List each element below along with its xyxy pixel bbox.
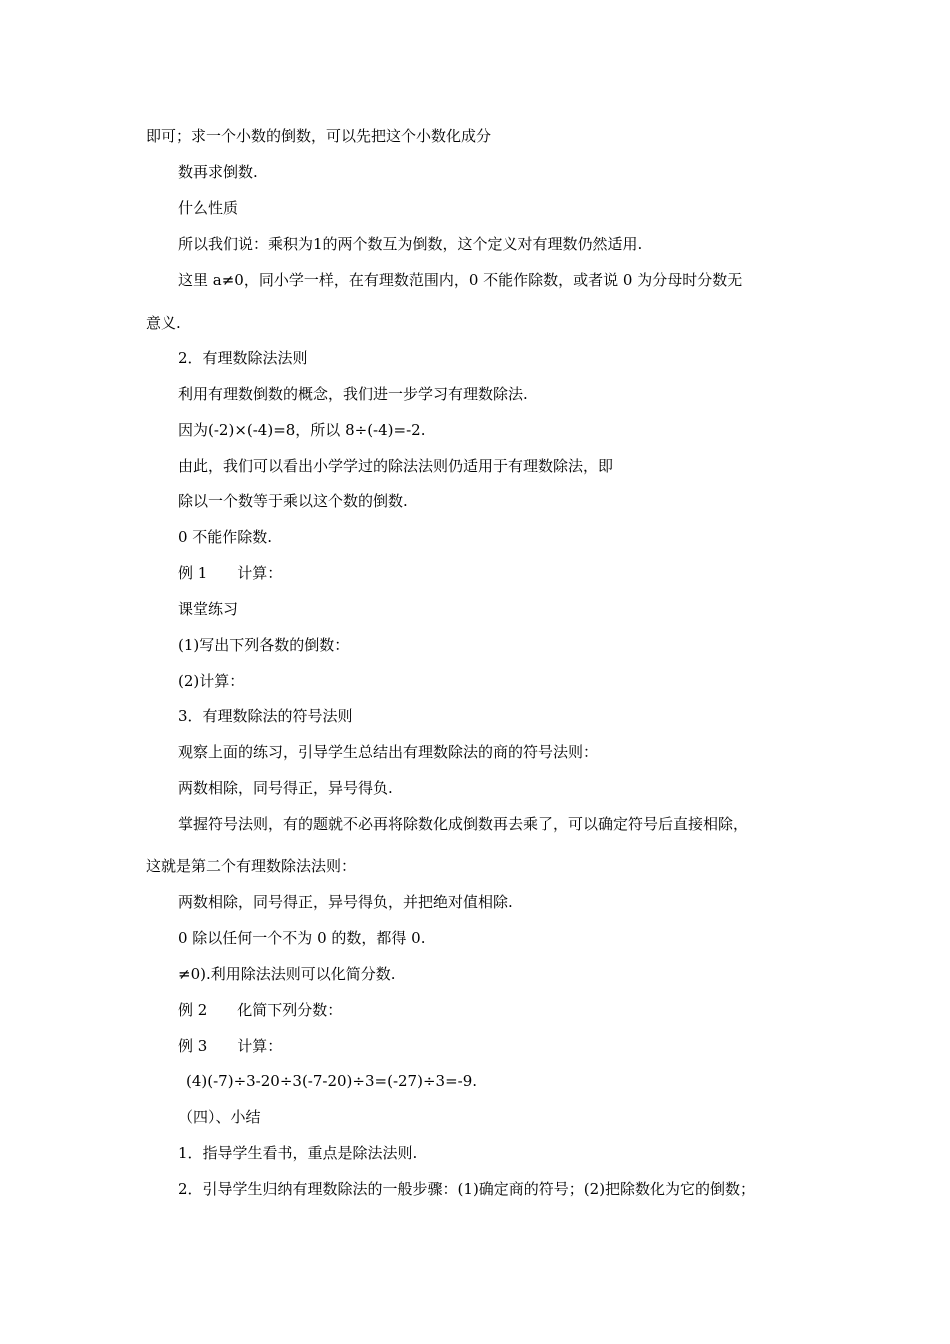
text-line: 这里 a≠0，同小学一样，在有理数范围内，0 不能作除数，或者说 0 为分母时分数无 [178,271,743,289]
example-label: 例 1 计算： [178,564,283,582]
text-line: 什么性质 [178,199,239,217]
text-line: 2．引导学生归纳有理数除法的一般步骤：(1)确定商的符号；(2)把除数化为它的倒数； [178,1180,756,1198]
text-line: 由此，我们可以看出小学学过的除法法则仍适用于有理数除法，即 [178,457,614,475]
text-line: 1．指导学生看书，重点是除法法则. [178,1144,418,1162]
text-line: 所以我们说：乘积为1的两个数互为倒数，这个定义对有理数仍然适用. [178,235,643,253]
text-line: 即可；求一个小数的倒数，可以先把这个小数化成分 [146,127,492,145]
text-line: 除以一个数等于乘以这个数的倒数. [178,492,408,510]
text-line: 数再求倒数. [178,163,258,181]
text-line: ≠0).利用除法法则可以化简分数. [178,965,396,983]
text-line: 0 除以任何一个不为 0 的数，都得 0. [178,929,426,947]
text-line: 观察上面的练习，引导学生总结出有理数除法的商的符号法则： [178,743,599,761]
text-line: (1)写出下列各数的倒数： [178,636,350,654]
text-line: 两数相除，同号得正，异号得负. [178,779,393,797]
section-heading: 2．有理数除法法则 [178,349,308,367]
text-line: 这就是第二个有理数除法法则： [146,857,357,875]
example-label: 例 2 化简下列分数： [178,1001,343,1019]
text-line: (2)计算： [178,672,245,690]
text-line: (4)(-7)÷3-20÷3(-7-20)÷3=(-27)÷3=-9. [186,1072,478,1090]
text-line: 两数相除，同号得正，异号得负，并把绝对值相除. [178,893,513,911]
text-line: 课堂练习 [178,600,239,618]
text-line: 意义. [146,314,181,332]
example-label: 例 3 计算： [178,1037,283,1055]
text-line: 0 不能作除数. [178,528,273,546]
text-line: 因为(-2)×(-4)=8，所以 8÷(-4)=-2. [178,421,426,439]
text-line: 掌握符号法则，有的题就不必再将除数化成倒数再去乘了，可以确定符号后直接相除， [178,815,749,833]
section-heading: （四）、小结 [178,1108,261,1126]
section-heading: 3．有理数除法的符号法则 [178,707,353,725]
text-line: 利用有理数倒数的概念，我们进一步学习有理数除法. [178,385,528,403]
